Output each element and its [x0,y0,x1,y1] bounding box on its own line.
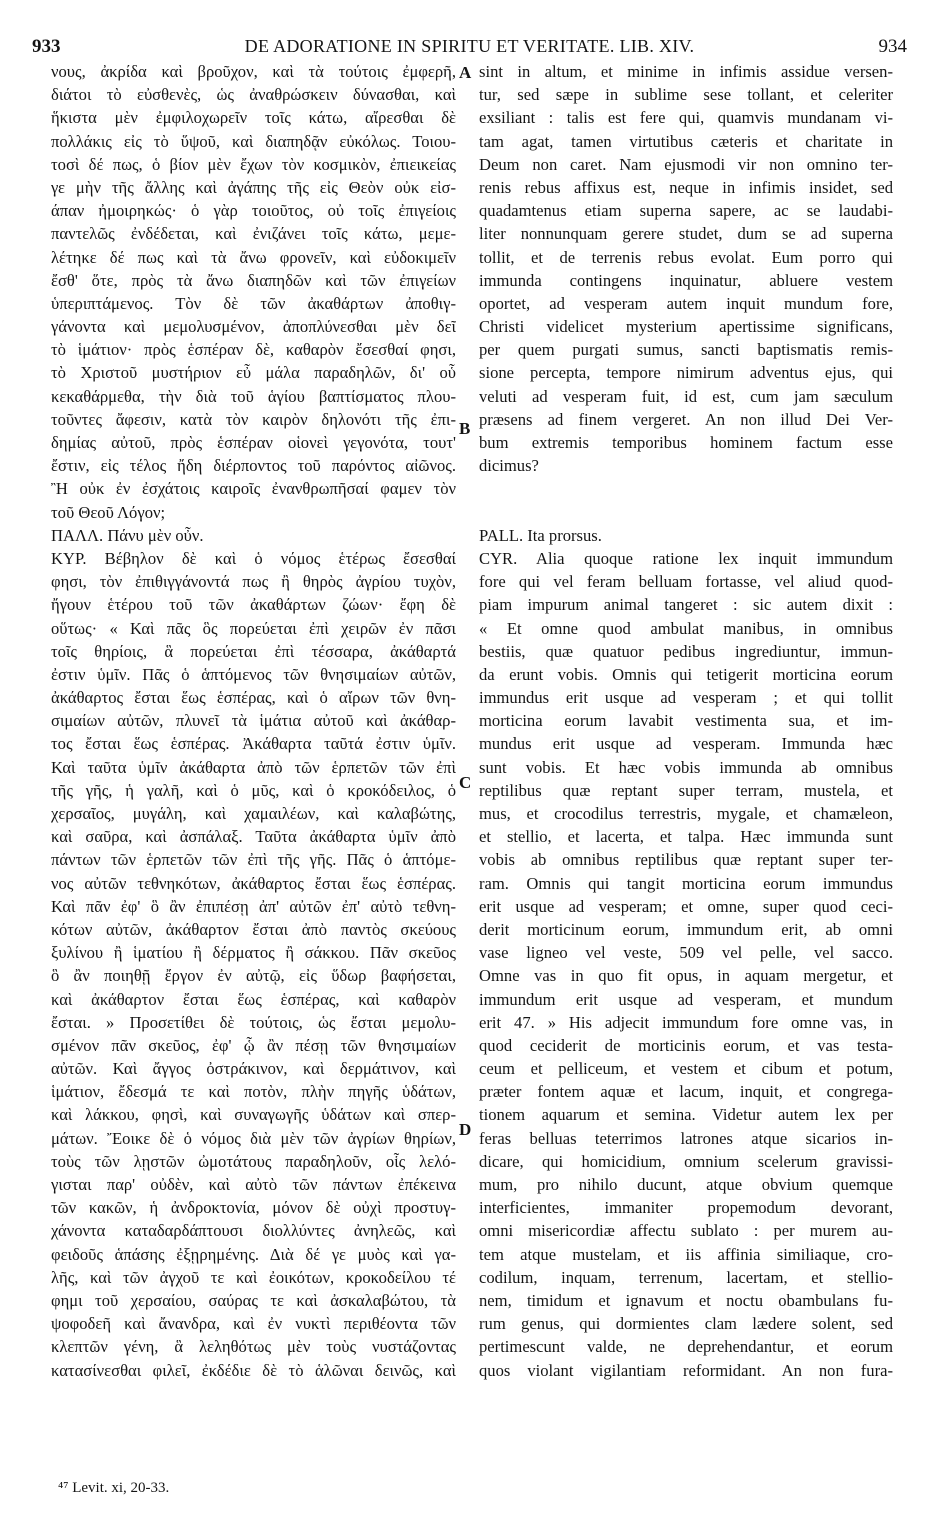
latin-text-line: præter fontem aquæ et lacum, inquit, et congrega- [479,1082,893,1102]
running-header [32,36,907,60]
greek-text-line: δημίας αὐτοῦ, πρὸς ἑσπέραν οἱονεὶ γεγονότα, τουτ' [51,433,456,452]
greek-text-line: αὐτῶν. Καὶ ἄγγος ὀστράκινον, καὶ δερμάτινον, καὶ [51,1059,456,1079]
blank-line [479,477,893,500]
latin-text-line: CYR. Alia quoque ratione lex inquit immundum [479,548,893,568]
latin-text-line: dicimus? [479,456,539,476]
latin-text-line: tionem aquarum et semina. Videtur autem lex per [479,1105,893,1125]
greek-text-line: χερσαῖος, μυγάλη, καὶ χαμαιλέων, καὶ καλαβώτης, [51,804,456,823]
greek-text-line: παντελῶς ἐνδέδεται, καὶ ἐνιζάνει τοῖς κάτω, μεμε- [51,224,456,244]
greek-text-line: τῆς γῆς, ἡ γαλῆ, καὶ ὁ μῦς, καὶ ὁ κροκόδειλος, ὁ [51,780,456,800]
latin-text-line: præsens ad finem vergeret. An non illud Dei Ver- [479,409,893,429]
latin-text-line: mundus erit usque ad vesperam. Immunda hæc [479,734,893,754]
latin-text-line: immundum erit usque ad vesperam, et mundum [479,989,893,1009]
greek-text-line: τοὺς τῶν λῃστῶν ὠμοτάτους παραδηλοῦν, οἷς λελό- [51,1151,456,1171]
latin-text-line: nem, timidum et ignavum et noctu obambulans fu- [479,1290,893,1310]
latin-text-line: oportet, ad vesperam autem inquit mundum fore, [479,293,893,313]
latin-text-line: omni misericordiæ affectu sublato : per murem au- [479,1221,893,1241]
footnote: ⁴⁷ Levit. xi, 20-33. [58,1480,170,1496]
latin-text-line: vase ligneo vel veste, 509 vel pelle, vel sacco. [479,943,893,963]
greek-text-line: ἐστιν ὑμῖν. Πᾶς ὁ ἁπτόμενος τῶν θνησιμαίων αὐτῶν, [51,664,456,684]
greek-text-line: ξυλίνου ἢ ἱματίου ἢ δέρματος ἢ σάκκου. Πᾶν σκεῦος [51,943,456,963]
greek-text-line: τὸ Χριστοῦ μυστήριον εὖ μάλα παραδηλῶν, δι' οὗ [51,363,456,383]
margin-letter-b: B [459,419,471,438]
latin-column [479,60,893,1382]
greek-text-line: ὃ ἂν ποιηθῇ ἔργον ἐν αὐτῷ, εἰς ὕδωρ βαφήσεται, [51,966,456,986]
latin-text-line: morticina eorum lavabit vestimenta sua, et im- [479,711,893,731]
greek-text-line: ἤγουν ἑτέρου τοῦ τῶν ἀκαθάρτων ζώων· ἔφη δὲ [51,595,456,615]
greek-text-line: ἀκάθαρτος ἔσται ἕως ἑσπέρας, καὶ ὁ αἴρων τῶν θνη- [51,688,456,708]
greek-text-line: ἔσται. » Προσετίθει δὲ τούτοις, ὡς ἔσται μεμολυ- [51,1012,456,1032]
latin-text-line: per quem purgati sumus, sancti baptismatis remis- [479,340,893,360]
greek-text-line: διάτοι τὸ εὐσθενὲς, ὡς ἀναθρώσκειν δύνασθαι, καὶ [51,85,456,105]
greek-text-line: τοσὶ δέ πως, ὁ βίον μὲν ἔχων τὸν κοσμικὸν, ἐπιεικείας [51,154,456,174]
greek-text-line: ἔσθ' ὅτε, πρὸς τὰ ἄνω διαπηδῶν καὶ τῶν ἐπιγείων [51,270,456,290]
latin-text-line: tam agat, tamen virtutibus cæteris et charitate in [479,131,893,151]
latin-text-line: liter nonnunquam gerere studet, dum se ad superna [479,224,893,244]
blank-line [479,501,893,524]
greek-text-line: ΚΥΡ. Βέβηλον δὲ καὶ ὁ νόμος ἑτέρως ἔσεσθαί [51,548,456,568]
latin-text-line: ceum et pelliceum, et vestem et cibum et potum, [479,1059,893,1079]
greek-text-line: κότων αὐτῶν, ἀκάθαρτον ἔσται ἀπὸ παντὸς σκεύους [51,919,456,939]
latin-text-line: Deum non caret. Nam ejusmodi vir non omnino ter- [479,154,893,174]
greek-text-line: καὶ σαῦρα, καὶ ἀσπάλαξ. Ταῦτα ἀκάθαρτα ὑμῖν ἀπὸ [51,827,456,847]
latin-text-line: « Et omne quod ambulat manibus, in omnibus [479,618,893,638]
latin-text-line: bum extremis temporibus hominem factum esse [479,433,893,452]
latin-text-line: fore qui vel feram belluam fortasse, vel aliud quod- [479,572,893,592]
greek-text-line: γε μὴν τῆς ἄλλης καὶ ἀγάπης τῆς εἰς Θεὸν οὐκ εἰσ- [51,177,456,197]
latin-text-line: ram. Omnis qui tangit morticina eorum immundus [479,873,893,893]
greek-text-line: νος αὐτῶν τεθνηκότων, ἀκάθαρτος ἔσται ἕως ἑσπέρας. [51,873,456,893]
latin-text-line: sint in altum, et minime in infimis assidue versen- [479,62,893,81]
greek-text-line: λῆς, καὶ τῶν ἀγχοῦ τε καὶ ἐοικότων, κροκοδείλου τέ [51,1267,456,1287]
greek-text-line: κλεπτῶν γένη, ἃ λεληθότως μὲν τοὺς νυστάζοντας [51,1337,456,1357]
latin-text-line: quadamtenus etiam superna sapere, ac se laudabi- [479,201,893,221]
greek-text-line: ἔστιν, εἰς τέλος ἤδη διέρποντος τοῦ παρόντος αἰῶνος. [51,456,456,476]
latin-text-line: Omne vas in quo fit opus, in aquam mergetur, et [479,966,893,986]
latin-text-line: tollit, et de terrenis rebus evolat. Eum porro qui [479,247,893,267]
latin-text-line: derit morticinum eorum, immundum erit, ab omni [479,919,893,939]
latin-text-line: feras belluas teterrimos latrones atque sicarios in- [479,1128,893,1148]
greek-text-line: οὕτως· « Καὶ πᾶς ὃς πορεύεται ἐπὶ χειρῶν ἐν πᾶσι [51,618,456,638]
greek-text-line: σμένον πᾶν σκεῦος, ἐφ' ᾧ ἂν πέσῃ τῶν θνησιμαίων [51,1035,456,1055]
latin-text-line: pertimescunt valde, ne deprehendantur, et eorum [479,1337,893,1357]
latin-text-line: dicare, qui homicidium, omnium scelerum gravissi- [479,1151,893,1171]
greek-text-line: τοῦ Θεοῦ Λόγον; [51,502,166,522]
latin-text-line: exsiliant : talis est fere qui, quamvis mundanam vi- [479,108,893,128]
greek-text-line: ἥκιστα μὲν ἐμφιλοχωρεῖν τοῖς κάτω, αἴρεσθαι δὲ [51,108,456,128]
greek-text-line: τοῦντες ἄφεσιν, κατὰ τὸν καιρὸν δηλονότι τῆς ἐπι- [51,409,456,429]
running-title: DE ADORATIONE IN SPIRITU ET VERITATE. LIB. XIV. [244,36,695,56]
greek-text-line: φημι τοῦ χερσαίου, σαύρας τε καὶ ἀσκαλαβώτου, τὰ [51,1290,456,1310]
latin-text-line: et stellio, et lacerta, et talpa. Hæc immunda sunt [479,827,893,847]
greek-text-line: ΠΑΛΛ. Πάνυ μὲν οὖν. [51,525,204,545]
greek-text-line: σιμαίων αὐτῶν, πλυνεῖ τὰ ἱμάτια αὐτοῦ καὶ ἀκάθαρ- [51,711,456,731]
greek-text-line: λέτηκε δέ πως καὶ τὰ ἄνω φρονεῖν, καὶ εὐδοκιμεῖν [51,247,456,267]
greek-text-line: Καὶ ταῦτα ὑμῖν ἀκάθαρτα ἀπὸ τῶν ἑρπετῶν τῶν ἐπὶ [51,757,456,777]
greek-text-line: τος ἔσται ἕως ἑσπέρας. Ἀκάθαρτα ταῦτά ἐστιν ὑμῖν. [51,734,456,754]
latin-text-line: mum, pro nihilo ducunt, atque obvium quemque [479,1175,893,1194]
latin-text-line: Christi videlicet mysterium apertissime significans, [479,317,893,337]
latin-text-line: rum genus, qui dormientes clam lædere solent, sed [479,1314,893,1334]
latin-text-line: erit 47. » His adjecit immundum fore omne vas, in [479,1012,893,1032]
greek-text-line: ψοφοδεῆ καὶ ἄνανδρα, καὶ ἐν νυκτὶ περιθέοντα τῶν [51,1314,456,1334]
greek-text-line: νους, ἀκρίδα καὶ βροῦχον, καὶ τὰ τούτοις ἐμφερῆ, [51,62,456,81]
greek-text-line: γάνοντα καὶ μεμολυσμένον, ἀποπλύνεσθαι μὲν δεῖ [51,317,456,337]
greek-text-line: καὶ λάκκου, φησὶ, καὶ συναγωγῆς ὑδάτων καὶ σπερ- [51,1105,456,1125]
page-number-right: 934 [878,36,907,57]
latin-text-line: sione percepta, tempore nimirum adventus ejus, qui [479,363,893,383]
latin-text-line: immundus erit usque ad vesperam ; et qui tollit [479,688,893,708]
margin-letter-a: A [459,63,472,82]
latin-text-line: reptilibus quæ reptant super terram, mustela, et [479,780,893,800]
greek-text-line: χάνοντα καταδαρδάπτουσι διολλύντες ἀνηλεῶς, καὶ [51,1221,456,1241]
greek-text-line: τῶν κακῶν, ἡ ἀνδροκτονία, μόνον δὲ οὐχὶ προστυγ- [51,1198,456,1218]
latin-text-line: quod ceciderit de morticinis eorum, et vas testa- [479,1035,893,1055]
latin-text-line: PALL. Ita prorsus. [479,525,602,545]
latin-text-line: renis rebus affixus est, neque in infimis insidet, sed [479,177,893,197]
latin-text-line: immunda contingens inquinatur, abluere vestem [479,270,893,290]
greek-text-line: ὑπεριπτάμενος. Τὸν δὲ τῶν ἀκαθάρτων ἀποθιγ- [51,293,456,313]
latin-text-line: mus, et crocodilus terrestris, mygale, et chamæleon, [479,804,893,823]
greek-text-line: καὶ ἀκάθαρτον ἔσται ἕως ἑσπέρας, καὶ καθαρὸν [51,989,456,1009]
greek-text-line: γισται παρ' οὐδὲν, καὶ αὐτὸ τῶν πάντων ἐπέκεινα [51,1175,456,1194]
greek-text-line: ἱμάτιον, ἔδεσμά τε καὶ ποτὸν, πλὴν πηγῆς ὑδάτων, [51,1082,456,1102]
greek-text-line: τὸ ἱμάτιον· πρὸς ἑσπέραν δὲ, καθαρὸν ἔσεσθαί φησι, [51,340,456,360]
latin-text-line: sunt vobis. Et hæc vobis immunda ab omnibus [479,757,893,777]
greek-text-line: Ἢ οὐκ ἐν ἐσχάτοις καιροῖς ἐνανθρωπῆσαί φαμεν τὸν [51,479,456,499]
latin-text-line: erit usque ad vesperam; et omne, super quod ceci- [479,896,893,916]
latin-text-line: interficientes, immaniter propemodum devorant, [479,1198,893,1218]
latin-text-line: tem atque mustelam, et iis affinia similiaque, cro- [479,1244,893,1264]
greek-text-line: φειδοῦς ἁπάσης ἐξῃρημένης. Διὰ δέ γε μυὸς καὶ γα- [51,1244,456,1264]
greek-text-line: τοῖς θηρίοις, ἃ πορεύεται ἐπὶ τέσσαρα, ἀκάθαρτά [51,641,456,661]
latin-text-line: codilum, inquam, terrenum, lacertam, et stellio- [479,1267,893,1287]
latin-text-line: da erunt vobis. Omnis qui tetigerit morticina eorum [479,664,893,684]
latin-text-line: veluti ad vesperam fuit, id est, cum jam sæculum [479,386,893,406]
greek-text-line: άπαν ἠμοιρηκώς· ὁ γὰρ τοιοῦτος, οὐ τοῖς ἐπιγείοις [51,201,456,221]
page-number-left: 933 [32,36,61,57]
greek-text-line: κατασίνεσθαι φιλεῖ, ἐκδέδιε δὲ τὸ ἁλῶναι δεινῶς, καὶ [51,1360,456,1380]
latin-text-line: quos violant vigilantiam reformidant. An non fura- [479,1360,893,1380]
latin-text-line: piam impurum animal tangeret : sic autem dixit : [479,595,893,615]
margin-letter-d: D [459,1120,472,1139]
greek-text-line: κεκαθάρμεθα, τὴν διὰ τοῦ ἁγίου βαπτίσματος πλου- [51,386,456,406]
margin-letter-c: C [459,773,472,792]
greek-text-line: Καὶ πᾶν ἐφ' ὃ ἂν ἐπιπέσῃ ἀπ' αὐτῶν ἐπ' αὐτὸ τεθνη- [51,896,456,916]
latin-text-line: bestiis, quæ quatuor pedibus ingrediuntur, immun- [479,641,893,661]
greek-column [51,60,456,1382]
latin-text-line: vobis ab omnibus reptilibus quæ reptant super ter- [479,850,893,870]
greek-text-line: πάντων τῶν ἑρπετῶν τῶν ἐπὶ τῆς γῆς. Πᾶς ὁ ἁπτόμε- [51,850,456,870]
latin-text-line: tur, sed sæpe in sublime sese tollant, et celeriter [479,85,893,105]
greek-text-line: φησι, τὸν ἐπιθιγγάνοντά πως ἢ θηρὸς ἀγρίου τυχὸν, [51,572,456,592]
greek-text-line: πολλάκις εἰς τὸ ὕψοῦ, καὶ διαπηδᾷν εὐκόλως. Τοιου- [51,131,456,151]
greek-text-line: μάτων. Ἔοικε δὲ ὁ νόμος διὰ μὲν τῶν ἀγρίων θηρίων, [51,1128,456,1148]
